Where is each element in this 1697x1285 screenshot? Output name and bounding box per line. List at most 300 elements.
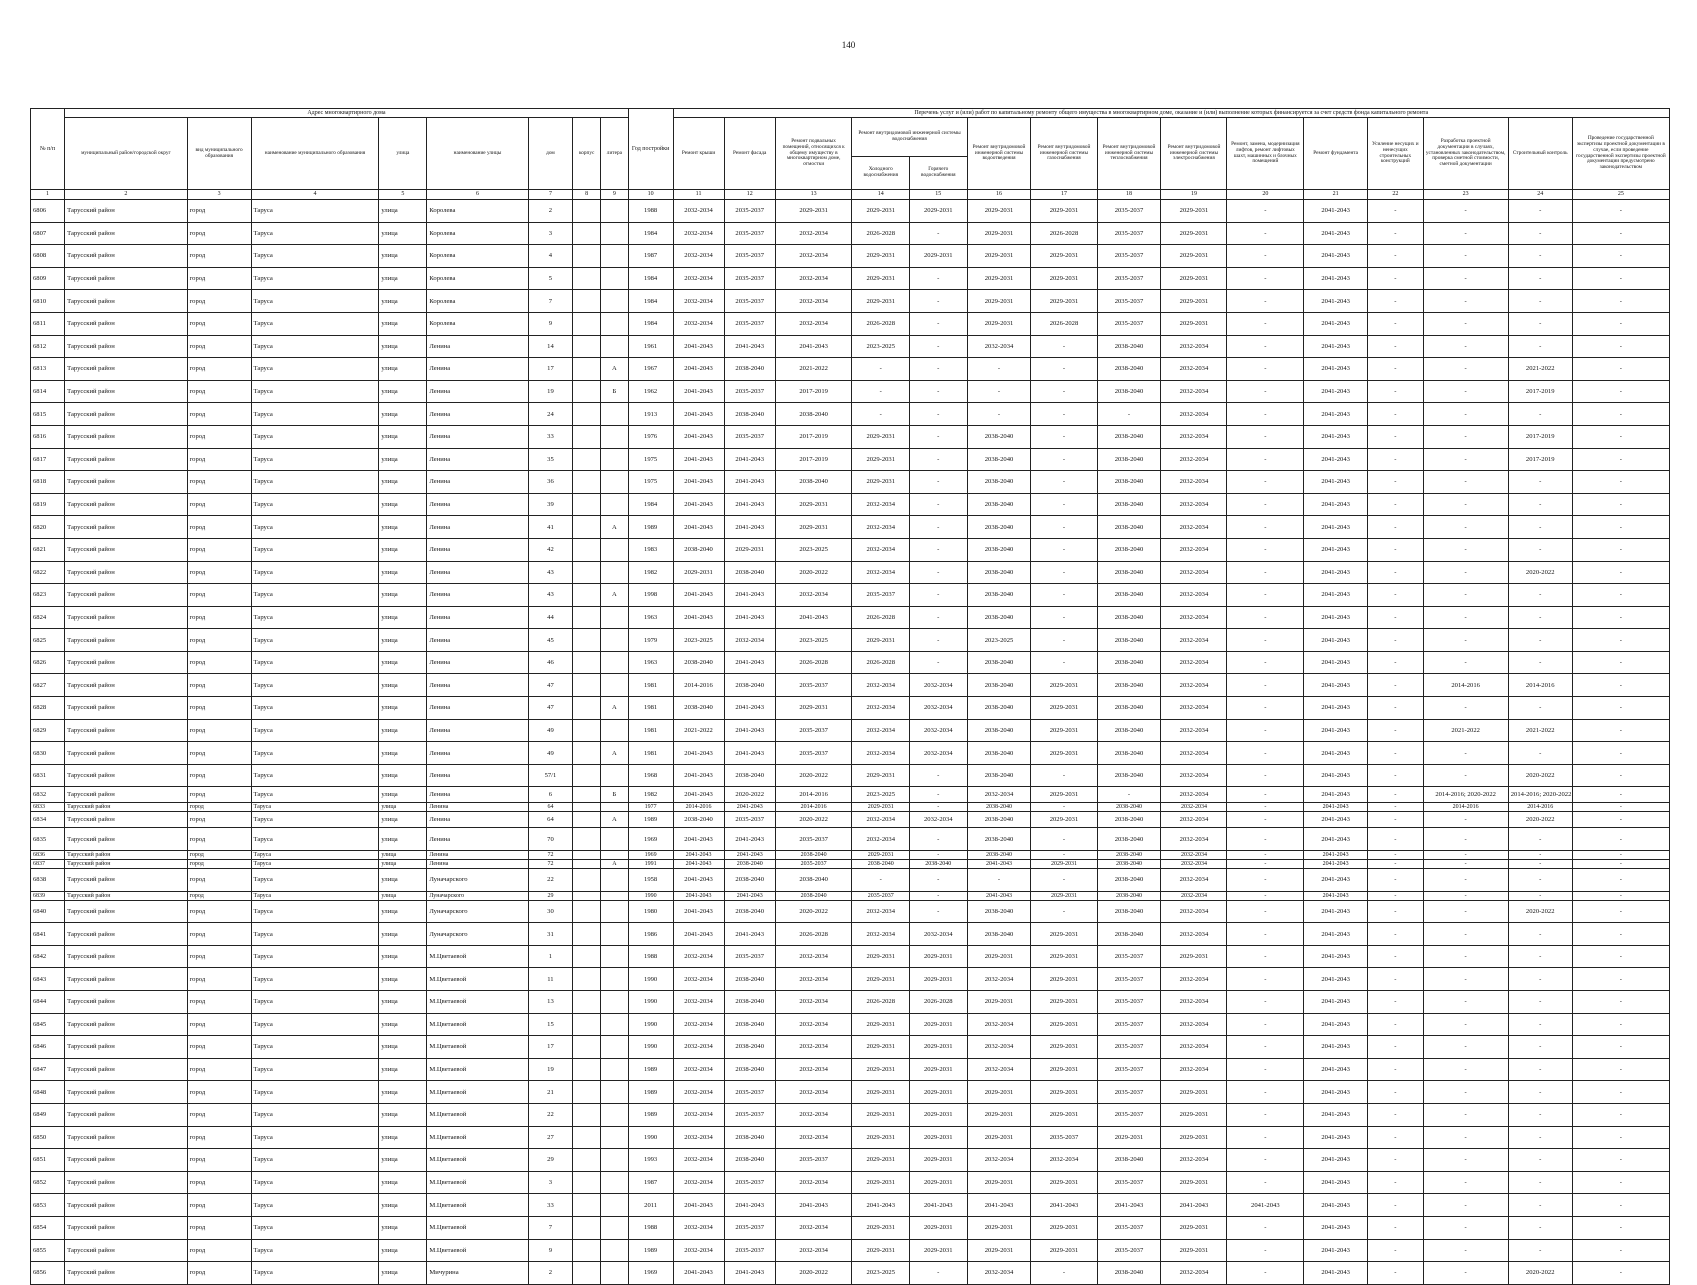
table-cell: город: [187, 1239, 251, 1262]
table-cell: 2041-2043: [1304, 448, 1368, 471]
table-cell: улица: [379, 860, 427, 869]
table-cell: 2026-2028: [910, 991, 968, 1014]
table-cell: 2041-2043: [1304, 1171, 1368, 1194]
header-design-docs: Разработка проектной документации в случаях, установленных законодательством, проверка сметной стоимости, сметной документации: [1423, 118, 1508, 190]
table-cell: 2017-2019: [1508, 425, 1572, 448]
header-expertise: Проведение государственной экспертизы проектной документации в случае, если проведение государственной экспертизы проектной документации предусмотрено законодательством: [1572, 118, 1669, 190]
table-cell: -: [1227, 561, 1304, 584]
table-cell: 2041-2043: [724, 828, 775, 851]
table-cell: [573, 651, 601, 674]
table-cell: -: [1368, 538, 1423, 561]
table-cell: [601, 651, 629, 674]
table-cell: 14: [528, 335, 573, 358]
table-cell: -: [1227, 380, 1304, 403]
table-cell: 2038-2040: [967, 538, 1031, 561]
table-cell: 2041-2043: [1304, 471, 1368, 494]
table-cell: 2041-2043: [673, 380, 724, 403]
table-cell: 2029-2031: [910, 1216, 968, 1239]
table-cell: 1989: [628, 516, 673, 539]
header-num: № п/п: [31, 109, 65, 190]
table-cell: город: [187, 516, 251, 539]
table-cell: 2032-2034: [967, 1036, 1031, 1059]
table-cell: 2032-2034: [1161, 923, 1227, 946]
table-cell: -: [1368, 851, 1423, 860]
table-cell: [573, 787, 601, 803]
table-cell: 2041-2043: [852, 1194, 910, 1217]
table-cell: 2029-2031: [1031, 674, 1097, 697]
table-cell: [573, 1216, 601, 1239]
table-cell: [573, 493, 601, 516]
table-cell: 2041-2043: [1304, 538, 1368, 561]
table-cell: 2035-2037: [775, 1149, 852, 1172]
table-cell: 2038-2040: [775, 891, 852, 900]
table-cell: -: [1508, 245, 1572, 268]
table-cell: 1980: [628, 900, 673, 923]
table-cell: Таруса: [251, 828, 379, 851]
table-cell: город: [187, 1149, 251, 1172]
table-cell: -: [1423, 1058, 1508, 1081]
header-strengthening: Усиление несущих и ненесущих строительных конструкций: [1368, 118, 1423, 190]
table-cell: 2026-2028: [852, 222, 910, 245]
table-cell: 1969: [628, 1262, 673, 1285]
table-cell: город: [187, 828, 251, 851]
table-cell: 2029-2031: [910, 1149, 968, 1172]
table-cell: [573, 1013, 601, 1036]
table-cell: -: [1227, 358, 1304, 381]
table-cell: 2029-2031: [910, 200, 968, 223]
table-cell: Тарусский район: [65, 335, 188, 358]
table-row: [31, 803, 1670, 812]
table-cell: [573, 719, 601, 742]
table-cell: 2020-2022: [775, 561, 852, 584]
table-cell: 2035-2037: [852, 584, 910, 607]
table-cell: -: [1368, 493, 1423, 516]
table-cell: улица: [379, 991, 427, 1014]
table-cell: Ленина: [427, 448, 528, 471]
table-cell: [601, 1149, 629, 1172]
table-cell: 2032-2034: [775, 1081, 852, 1104]
table-cell: 2029-2031: [852, 851, 910, 860]
table-cell: -: [1508, 606, 1572, 629]
table-cell: -: [1031, 358, 1097, 381]
table-cell: улица: [379, 651, 427, 674]
table-cell: [573, 891, 601, 900]
table-cell: 2038-2040: [673, 697, 724, 720]
table-cell: 2032-2034: [852, 516, 910, 539]
table-cell: 2023-2025: [852, 1262, 910, 1285]
table-cell: 2035-2037: [1097, 312, 1161, 335]
table-cell: 2029-2031: [967, 1239, 1031, 1262]
table-cell: -: [910, 312, 968, 335]
table-cell: 2041-2043: [1304, 803, 1368, 812]
table-cell: 2041-2043: [1304, 860, 1368, 869]
table-cell: -: [1368, 200, 1423, 223]
table-cell: Тарусский район: [65, 968, 188, 991]
table-cell: Луначарского: [427, 900, 528, 923]
table-cell: улица: [379, 493, 427, 516]
table-cell: улица: [379, 380, 427, 403]
table-cell: 6848: [31, 1081, 65, 1104]
table-cell: 2038-2040: [1097, 803, 1161, 812]
table-cell: -: [1423, 222, 1508, 245]
table-cell: 2041-2043: [724, 719, 775, 742]
table-cell: Таруса: [251, 945, 379, 968]
table-cell: [601, 828, 629, 851]
table-cell: -: [1227, 312, 1304, 335]
table-cell: -: [1031, 764, 1097, 787]
table-cell: 2041-2043: [1304, 584, 1368, 607]
table-cell: 2029-2031: [967, 222, 1031, 245]
table-cell: -: [1572, 267, 1669, 290]
table-cell: 2032-2034: [910, 742, 968, 765]
column-number: 7: [528, 190, 573, 200]
table-cell: город: [187, 358, 251, 381]
table-cell: 1998: [628, 584, 673, 607]
table-cell: 2029-2031: [1031, 1058, 1097, 1081]
table-cell: -: [1227, 1216, 1304, 1239]
table-cell: -: [1368, 1103, 1423, 1126]
table-cell: [601, 1036, 629, 1059]
table-cell: Тарусский район: [65, 629, 188, 652]
table-cell: 1981: [628, 742, 673, 765]
table-cell: -: [1227, 425, 1304, 448]
table-cell: 2035-2037: [1097, 945, 1161, 968]
table-cell: 2029-2031: [1031, 290, 1097, 313]
table-cell: -: [910, 803, 968, 812]
table-cell: улица: [379, 1149, 427, 1172]
table-cell: -: [910, 471, 968, 494]
table-cell: [601, 803, 629, 812]
table-cell: 2035-2037: [724, 1216, 775, 1239]
table-cell: М.Цветаевой: [427, 1239, 528, 1262]
table-cell: 2041-2043: [1304, 380, 1368, 403]
table-cell: 2038-2040: [1097, 869, 1161, 892]
table-cell: -: [1508, 1194, 1572, 1217]
table-cell: 2029-2031: [1161, 290, 1227, 313]
table-cell: 2032-2034: [852, 828, 910, 851]
table-cell: -: [1572, 900, 1669, 923]
table-cell: 2035-2037: [1097, 991, 1161, 1014]
table-cell: -: [1368, 380, 1423, 403]
table-cell: -: [1227, 606, 1304, 629]
table-row: [31, 245, 1670, 268]
table-cell: Таруса: [251, 312, 379, 335]
table-cell: 1981: [628, 719, 673, 742]
table-cell: 6830: [31, 742, 65, 765]
table-cell: Таруса: [251, 697, 379, 720]
table-cell: 2032-2034: [1161, 851, 1227, 860]
table-cell: -: [1368, 448, 1423, 471]
table-cell: 2038-2040: [673, 538, 724, 561]
table-cell: 2032-2034: [1161, 1149, 1227, 1172]
table-cell: Таруса: [251, 869, 379, 892]
table-cell: [601, 1058, 629, 1081]
table-cell: 2035-2037: [852, 891, 910, 900]
table-cell: Ленина: [427, 851, 528, 860]
table-cell: -: [1368, 828, 1423, 851]
header-foundation: Ремонт фундамента: [1304, 118, 1368, 190]
table-cell: М.Цветаевой: [427, 1149, 528, 1172]
table-cell: 1977: [628, 803, 673, 812]
table-cell: -: [1227, 812, 1304, 828]
table-row: [31, 1103, 1670, 1126]
table-cell: Тарусский район: [65, 719, 188, 742]
table-cell: 2041-2043: [967, 891, 1031, 900]
table-cell: [601, 1013, 629, 1036]
table-cell: Тарусский район: [65, 1013, 188, 1036]
table-cell: 2041-2043: [1304, 516, 1368, 539]
table-cell: [601, 335, 629, 358]
table-cell: 1962: [628, 380, 673, 403]
table-cell: [601, 851, 629, 860]
table-cell: -: [1508, 1081, 1572, 1104]
table-cell: 11: [528, 968, 573, 991]
table-cell: -: [1368, 891, 1423, 900]
table-cell: город: [187, 1013, 251, 1036]
table-cell: 2035-2037: [724, 222, 775, 245]
table-cell: 1990: [628, 1126, 673, 1149]
table-cell: 6854: [31, 1216, 65, 1239]
table-cell: 64: [528, 803, 573, 812]
table-cell: 2038-2040: [724, 403, 775, 426]
table-row: [31, 380, 1670, 403]
table-cell: А: [601, 516, 629, 539]
table-cell: 2032-2034: [775, 245, 852, 268]
table-cell: 70: [528, 828, 573, 851]
table-cell: улица: [379, 335, 427, 358]
table-cell: -: [1368, 1216, 1423, 1239]
table-cell: 2017-2019: [775, 380, 852, 403]
table-cell: -: [1368, 584, 1423, 607]
table-cell: -: [1572, 493, 1669, 516]
table-cell: 29: [528, 891, 573, 900]
table-cell: -: [1227, 828, 1304, 851]
table-cell: 2032-2034: [967, 1149, 1031, 1172]
table-cell: 2032-2034: [673, 312, 724, 335]
table-cell: 2029-2031: [1031, 245, 1097, 268]
table-cell: 6812: [31, 335, 65, 358]
table-cell: 39: [528, 493, 573, 516]
table-cell: улица: [379, 290, 427, 313]
table-cell: 2041-2043: [775, 606, 852, 629]
table-cell: 2029-2031: [1161, 1239, 1227, 1262]
table-cell: -: [1227, 267, 1304, 290]
table-cell: [573, 828, 601, 851]
table-cell: 2041-2043: [1304, 719, 1368, 742]
table-cell: 2041-2043: [724, 471, 775, 494]
table-cell: -: [1423, 923, 1508, 946]
header-cold-water: Холодного водоснабжения: [852, 157, 910, 190]
table-cell: Таруса: [251, 923, 379, 946]
table-cell: 2041-2043: [673, 335, 724, 358]
table-cell: 2035-2037: [1097, 200, 1161, 223]
table-cell: 72: [528, 860, 573, 869]
table-cell: 2029-2031: [1031, 697, 1097, 720]
table-cell: 2020-2022: [1508, 764, 1572, 787]
column-numbers-row: [31, 190, 1670, 200]
table-cell: 4: [528, 245, 573, 268]
table-cell: 2041-2043: [967, 860, 1031, 869]
table-cell: 2041-2043: [673, 516, 724, 539]
table-cell: 2032-2034: [775, 1239, 852, 1262]
table-cell: Ленина: [427, 516, 528, 539]
table-cell: -: [1031, 629, 1097, 652]
table-cell: 2041-2043: [1304, 1262, 1368, 1285]
table-cell: -: [1227, 290, 1304, 313]
table-cell: 2041-2043: [1304, 1013, 1368, 1036]
table-cell: 2041-2043: [1304, 697, 1368, 720]
table-cell: 2038-2040: [967, 812, 1031, 828]
table-cell: Тарусский район: [65, 471, 188, 494]
table-cell: 2029-2031: [1161, 1126, 1227, 1149]
table-cell: 2041-2043: [673, 860, 724, 869]
table-cell: -: [852, 869, 910, 892]
table-cell: Королева: [427, 245, 528, 268]
table-cell: улица: [379, 945, 427, 968]
column-number: 6: [427, 190, 528, 200]
table-cell: 2032-2034: [724, 629, 775, 652]
table-cell: -: [1572, 1262, 1669, 1285]
table-cell: 2032-2034: [1161, 860, 1227, 869]
table-cell: -: [1227, 851, 1304, 860]
table-cell: 2029-2031: [1097, 1126, 1161, 1149]
table-row: [31, 222, 1670, 245]
table-cell: 2029-2031: [1031, 991, 1097, 1014]
table-cell: 2041-2043: [1304, 851, 1368, 860]
table-cell: [601, 538, 629, 561]
table-cell: Тарусский район: [65, 1036, 188, 1059]
header-heating: Ремонт внутридомовой инженерной системы теплоснабжения: [1097, 118, 1161, 190]
table-cell: 2035-2037: [1097, 267, 1161, 290]
table-cell: 2029-2031: [852, 1036, 910, 1059]
table-cell: 6855: [31, 1239, 65, 1262]
table-cell: 2038-2040: [967, 561, 1031, 584]
table-cell: город: [187, 493, 251, 516]
table-cell: 2032-2034: [1161, 900, 1227, 923]
table-cell: Таруса: [251, 851, 379, 860]
table-cell: 2029-2031: [1031, 1013, 1097, 1036]
table-row: [31, 891, 1670, 900]
table-cell: -: [1368, 1262, 1423, 1285]
column-number: 3: [187, 190, 251, 200]
table-cell: [601, 1194, 629, 1217]
table-cell: город: [187, 1171, 251, 1194]
table-cell: 2029-2031: [910, 1036, 968, 1059]
table-cell: 21: [528, 1081, 573, 1104]
table-cell: Таруса: [251, 1194, 379, 1217]
table-cell: 1988: [628, 1216, 673, 1239]
table-cell: 6828: [31, 697, 65, 720]
table-cell: Тарусский район: [65, 869, 188, 892]
table-cell: М.Цветаевой: [427, 968, 528, 991]
table-cell: Таруса: [251, 812, 379, 828]
table-cell: 2041-2043: [1304, 991, 1368, 1014]
table-cell: 2029-2031: [910, 968, 968, 991]
table-cell: 2041-2043: [1304, 828, 1368, 851]
table-cell: [601, 764, 629, 787]
table-cell: город: [187, 742, 251, 765]
table-cell: -: [1227, 1058, 1304, 1081]
table-cell: город: [187, 1262, 251, 1285]
table-cell: -: [1423, 891, 1508, 900]
table-cell: -: [1423, 267, 1508, 290]
table-cell: -: [1423, 991, 1508, 1014]
table-cell: [573, 697, 601, 720]
table-cell: 2032-2034: [775, 1171, 852, 1194]
table-cell: -: [1368, 1171, 1423, 1194]
table-cell: 2038-2040: [724, 1058, 775, 1081]
table-cell: Таруса: [251, 245, 379, 268]
table-cell: улица: [379, 697, 427, 720]
table-cell: [601, 1126, 629, 1149]
table-cell: Ленина: [427, 742, 528, 765]
table-cell: 2026-2028: [852, 606, 910, 629]
table-cell: 2038-2040: [1097, 860, 1161, 869]
table-cell: 13: [528, 991, 573, 1014]
table-cell: -: [910, 764, 968, 787]
table-cell: 2038-2040: [1097, 606, 1161, 629]
table-cell: 2023-2025: [967, 629, 1031, 652]
table-cell: -: [1423, 380, 1508, 403]
table-cell: 2029-2031: [967, 1171, 1031, 1194]
table-cell: улица: [379, 1103, 427, 1126]
table-cell: [601, 1239, 629, 1262]
table-cell: 2038-2040: [852, 860, 910, 869]
table-row: [31, 606, 1670, 629]
table-cell: 2032-2034: [1161, 425, 1227, 448]
table-cell: город: [187, 267, 251, 290]
table-cell: Луначарского: [427, 923, 528, 946]
table-cell: Луначарского: [427, 869, 528, 892]
table-cell: Тарусский район: [65, 200, 188, 223]
table-cell: 29: [528, 1149, 573, 1172]
table-row: [31, 764, 1670, 787]
table-cell: -: [1227, 584, 1304, 607]
table-cell: -: [1227, 651, 1304, 674]
table-cell: -: [1508, 860, 1572, 869]
table-cell: 2029-2031: [852, 267, 910, 290]
table-cell: 2032-2034: [1161, 448, 1227, 471]
table-cell: -: [1423, 335, 1508, 358]
table-cell: -: [910, 267, 968, 290]
table-cell: 2029-2031: [1031, 968, 1097, 991]
table-cell: 2041-2043: [1304, 945, 1368, 968]
table-cell: Ленина: [427, 812, 528, 828]
table-cell: 2026-2028: [775, 651, 852, 674]
table-cell: -: [1572, 991, 1669, 1014]
table-row: [31, 425, 1670, 448]
table-row: [31, 697, 1670, 720]
table-cell: 1975: [628, 471, 673, 494]
table-cell: Таруса: [251, 1103, 379, 1126]
header-address-group: Адрес многоквартирного дома: [65, 109, 629, 118]
table-cell: улица: [379, 471, 427, 494]
table-cell: -: [1423, 828, 1508, 851]
table-cell: [573, 851, 601, 860]
table-cell: Ленина: [427, 629, 528, 652]
table-cell: Ленина: [427, 828, 528, 851]
table-cell: 41: [528, 516, 573, 539]
table-cell: [573, 425, 601, 448]
table-cell: -: [1227, 991, 1304, 1014]
table-cell: -: [1423, 1262, 1508, 1285]
table-cell: -: [1572, 697, 1669, 720]
table-cell: 2035-2037: [1097, 1036, 1161, 1059]
table-cell: 2029-2031: [852, 1058, 910, 1081]
table-cell: 2041-2043: [673, 851, 724, 860]
table-cell: 2038-2040: [967, 742, 1031, 765]
table-cell: -: [1508, 968, 1572, 991]
